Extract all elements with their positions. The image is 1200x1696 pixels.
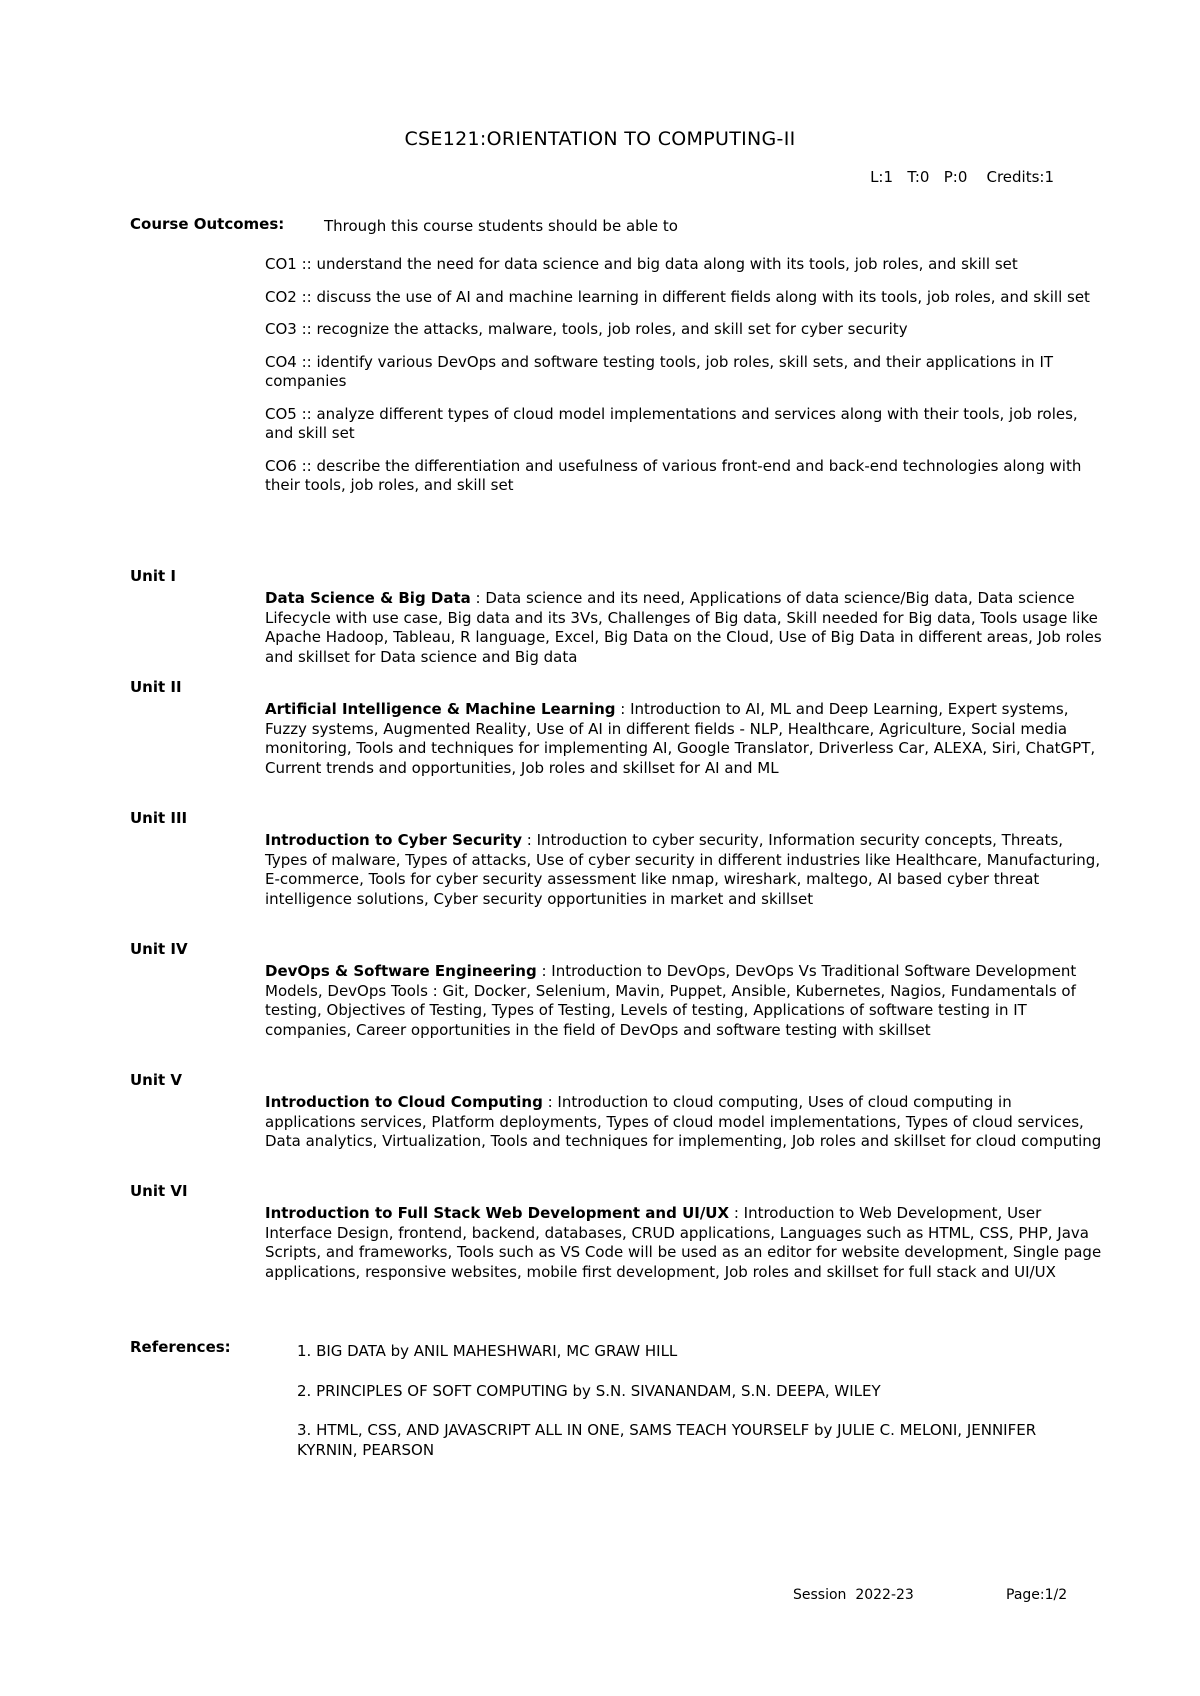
course-outcome-item: CO5 :: analyze different types of cloud model implementations and services along with their tools, job roles, and skill set xyxy=(265,404,1078,442)
course-outcome-item: CO6 :: describe the differentiation and usefulness of various front-end and back-end technologies along with their tools, job roles, and skill set xyxy=(265,456,1082,494)
references-list xyxy=(297,1342,1097,1480)
course-outcome-item: CO2 :: discuss the use of AI and machine learning in different fields along with its tools, job roles, and skill set xyxy=(265,287,1090,306)
course-outcome-item: CO4 :: identify various DevOps and software testing tools, job roles, skill sets, and their applications in IT companies xyxy=(265,352,1054,390)
course-outcome-item: CO3 :: recognize the attacks, malware, tools, job roles, and skill set for cyber security xyxy=(265,320,908,338)
unit-label: Unit II xyxy=(130,678,182,696)
course-outcomes-intro: Through this course students should be able to xyxy=(324,217,678,235)
unit-content xyxy=(265,1204,1105,1282)
unit-description: : Introduction to cloud computing, Uses of cloud computing in applications services, Platform deployments, Types of cloud model implementations, Types of cloud services, Data analytics, Virtualization, Tools and techniques for implementing, Job roles and skillset for cloud computing xyxy=(265,1093,1102,1150)
unit-label: Unit VI xyxy=(130,1182,188,1200)
reference-item: 3. HTML, CSS, AND JAVASCRIPT ALL IN ONE, SAMS TEACH YOURSELF by JULIE C. MELONI, JENNIFER KYRNIN, PEARSON xyxy=(297,1421,1037,1459)
page-number: Page:1/2 xyxy=(1006,1587,1068,1603)
credits-line: L:1 T:0 P:0 Credits:1 xyxy=(870,168,1054,186)
unit-label: Unit IV xyxy=(130,940,188,958)
unit-heading: Data Science & Big Data xyxy=(265,589,471,607)
unit-description: : Introduction to DevOps, DevOps Vs Traditional Software Development Models, DevOps Tools : Git, Docker, Selenium, Mavin, Puppet, Ansible, Kubernetes, Nagios, Fundamentals of testing, Objectives of Testing, Types of Testing, Levels of testing, Applications of software testing in IT companies, Career opportunities in the field of DevOps and software testing with skillset xyxy=(265,962,1077,1039)
reference-item: 2. PRINCIPLES OF SOFT COMPUTING by S.N. SIVANANDAM, S.N. DEEPA, WILEY xyxy=(297,1381,881,1400)
unit-heading: Introduction to Cloud Computing xyxy=(265,1093,543,1111)
unit-heading: Artificial Intelligence & Machine Learning xyxy=(265,700,616,718)
session-footer: Session 2022-23 xyxy=(793,1587,914,1603)
unit-label: Unit III xyxy=(130,809,188,827)
course-outcome-item: CO1 :: understand the need for data science and big data along with its tools, job roles, and skill set xyxy=(265,255,1018,273)
unit-heading: Introduction to Cyber Security xyxy=(265,831,523,849)
unit-heading: Introduction to Full Stack Web Development and UI/UX xyxy=(265,1204,730,1222)
unit-content xyxy=(265,1093,1105,1152)
unit-description: : Introduction to Web Development, User Interface Design, frontend, backend, databases, CRUD applications, Languages such as HTML, CSS, PHP, Java Scripts, and frameworks, Tools such as VS Code will be used as an editor for website development, Single page applications, responsive websites, mobile first development, Job roles and skillset for full stack and UI/UX xyxy=(265,1204,1102,1281)
unit-content xyxy=(265,962,1105,1040)
unit-description: : Introduction to AI, ML and Deep Learning, Expert systems, Fuzzy systems, Augmented Reality, Use of AI in different fields - NLP, Healthcare, Agriculture, Social media monitoring, Tools and techniques for implementing AI, Google Translator, Driverless Car, ALEXA, Siri, ChatGPT, Current trends and opportunities, Job roles and skillset for AI and ML xyxy=(265,700,1096,777)
unit-content xyxy=(265,831,1105,909)
unit-description: : Introduction to cyber security, Information security concepts, Threats, Types of malware, Types of attacks, Use of cyber security in different industries like Healthcare, Manufacturing, E-commerce, Tools for cyber security assessment like nmap, wireshark, maltego, AI based cyber threat intelligence solutions, Cyber security opportunities in market and skillset xyxy=(265,831,1101,908)
unit-heading: DevOps & Software Engineering xyxy=(265,962,537,980)
unit-description: : Data science and its need, Applications of data science/Big data, Data science Lifecycle with use case, Big data and its 3Vs, Challenges of Big data, Skill needed for Big data, Tools usage like Apache Hadoop, Tableau, R language, Excel, Big Data on the Cloud, Use of Big Data in different areas, Job roles and skillset for Data science and Big data xyxy=(265,589,1102,666)
course-outcomes-label: Course Outcomes: xyxy=(130,215,285,233)
course-outcomes-list xyxy=(265,255,1105,509)
unit-content xyxy=(265,700,1105,778)
unit-content xyxy=(265,589,1105,667)
unit-label: Unit I xyxy=(130,567,176,585)
reference-item: 1. BIG DATA by ANIL MAHESHWARI, MC GRAW HILL xyxy=(297,1342,678,1360)
references-label: References: xyxy=(130,1338,231,1356)
unit-label: Unit V xyxy=(130,1071,183,1089)
course-title: CSE121:ORIENTATION TO COMPUTING-II xyxy=(404,128,796,150)
